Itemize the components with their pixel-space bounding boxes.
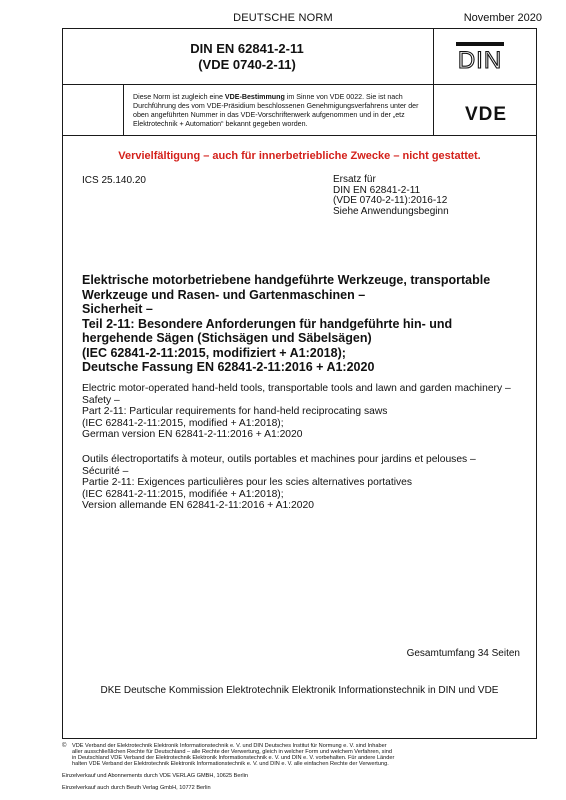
- copyright-line: aller ausschließlichen Rechte für Deutschland – alle Rechte der Verwertung, gleich in welcher Form und welchem Verfahren, sind: [72, 749, 392, 756]
- replacement-line: (VDE 0740-2-11):2016-12: [333, 195, 448, 206]
- german-title-line: Werkzeuge und Rasen- und Gartenmaschinen –: [82, 287, 366, 302]
- reproduction-notice: Vervielfältigung – auch für innerbetriebliche Zwecke – nicht gestattet.: [118, 150, 481, 162]
- replacement-line: DIN EN 62841-2-11: [333, 184, 421, 196]
- copyright-notice: [72, 743, 537, 767]
- english-title-line: (IEC 62841-2-11:2015, modified + A1:2018);: [82, 417, 284, 429]
- divider: [123, 84, 124, 135]
- french-title: [82, 454, 527, 512]
- french-title-line: Version allemande EN 62841-2-11:2016 + A1:2020: [82, 500, 314, 512]
- english-title: [82, 383, 527, 441]
- replacement-line: Ersatz für: [333, 174, 376, 185]
- sales-info-vde: Einzelverkauf und Abonnements durch VDE VERLAG GMBH, 10625 Berlin: [62, 773, 248, 779]
- vde-notice-bold: VDE-Bestimmung: [224, 93, 285, 101]
- document-category: DEUTSCHE NORM: [233, 12, 333, 24]
- divider: [433, 29, 434, 135]
- replacement-line: Siehe Anwendungsbeginn: [333, 205, 449, 217]
- german-title-line: Teil 2-11: Besondere Anforderungen für handgeführte hin- und: [82, 316, 453, 331]
- vde-logo: [450, 103, 522, 123]
- english-title-line: German version EN 62841-2-11:2016 + A1:2020: [82, 429, 303, 441]
- divider: [63, 135, 536, 136]
- french-title-line: Partie 2-11: Exigences particulières pour les scies alternatives portatives: [82, 477, 413, 489]
- german-title-line: (IEC 62841-2-11:2015, modifiziert + A1:2018);: [82, 345, 346, 360]
- german-title-line: Elektrische motorbetriebene handgeführte Werkzeuge, transportable: [82, 273, 491, 287]
- copyright-line: halten VDE Verband der Elektrotechnik Elektronik Informationstechnik e. V. und DIN e. V. alle einfachen Rechte der Verwertung.: [72, 761, 389, 768]
- french-title-line: Sécurité –: [82, 465, 129, 477]
- total-pages: Gesamtumfang 34 Seiten: [406, 648, 520, 659]
- publication-date: November 2020: [463, 12, 542, 24]
- standard-number-block: [62, 41, 432, 73]
- replacement-info: [333, 175, 449, 217]
- english-title-line: Safety –: [82, 394, 120, 406]
- german-title-line: hergehende Sägen (Stichsägen und Säbelsägen): [82, 331, 372, 345]
- vde-notice: [133, 93, 433, 129]
- english-title-line: Electric motor-operated hand-held tools, transportable tools and lawn and garden machinery –: [82, 383, 511, 394]
- vde-logo-text: VDE: [464, 104, 508, 123]
- copyright-line: VDE Verband der Elektrotechnik Elektronik Informationstechnik e. V. und DIN Deutsches Institut für Normung e. V. sind Inhaber: [72, 743, 387, 749]
- vde-notice-rest: im Sinne von VDE 0022. Sie ist nach Durchführung des vom VDE-Präsidium beschlossenen Genehmigungsverfahrens unter der oben angeführten Nummer in das VDE-Vorschriftenwerk aufgenommen und in der „etz Elektrotechnik + Automation“ bekannt gegeben worden.: [133, 93, 419, 128]
- german-title-line: Sicherheit –: [82, 302, 153, 316]
- din-logo: [455, 41, 505, 71]
- dke-committee: DKE Deutsche Kommission Elektrotechnik Elektronik Informationstechnik in DIN und VDE: [100, 685, 499, 696]
- english-title-line: Part 2-11: Particular requirements for hand-held reciprocating saws: [82, 406, 388, 418]
- french-title-line: Outils électroportatifs à moteur, outils portables et machines pour jardins et pelouses –: [82, 454, 476, 465]
- ics-code: ICS 25.140.20: [82, 175, 146, 186]
- german-title: [82, 273, 522, 375]
- din-logo-text: DIN: [457, 47, 503, 71]
- copyright-line: in Deutschland VDE Verband der Elektrotechnik Elektronik Informationstechnik e. V. und DIN e. V. vorbehalten. Für andere Länder: [72, 755, 395, 762]
- vde-classification: (VDE 0740-2-11): [198, 57, 296, 72]
- vde-notice-lead: Diese Norm ist zugleich eine: [133, 93, 225, 101]
- standard-number: DIN EN 62841-2-11: [190, 41, 304, 56]
- french-title-line: (IEC 62841-2-11:2015, modifiée + A1:2018);: [82, 488, 284, 500]
- copyright-symbol: ©: [62, 743, 67, 749]
- sales-info-beuth: Einzelverkauf auch durch Beuth Verlag GmbH, 10772 Berlin: [62, 785, 211, 791]
- german-title-line: Deutsche Fassung EN 62841-2-11:2016 + A1:2020: [82, 360, 375, 374]
- divider: [63, 84, 536, 85]
